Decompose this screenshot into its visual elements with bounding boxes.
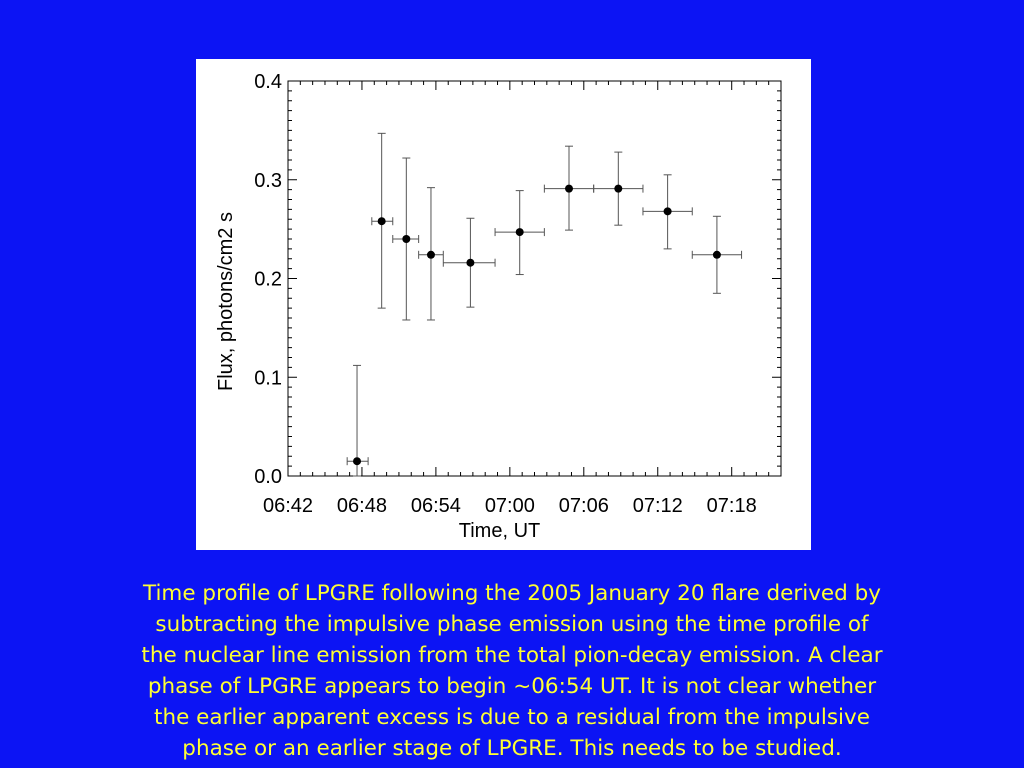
caption-line: Time profile of LPGRE following the 2005 January 20 flare derived by [142,581,882,606]
x-tick-label: 06:54 [410,495,461,517]
figure-caption [100,578,924,764]
data-point [565,185,573,193]
data-point [466,259,474,267]
y-tick-label: 0.1 [254,367,282,390]
data-point [402,235,410,243]
caption-line: the nuclear line emission from the total pion-decay emission. A clear [141,643,883,668]
x-tick-label: 07:00 [484,495,535,517]
x-tick-label: 07:12 [632,495,683,517]
caption-line: subtracting the impulsive phase emission using the time profile of [155,612,869,637]
y-tick-label: 0.2 [254,268,282,291]
y-tick-label: 0.3 [254,169,282,192]
data-point [664,207,672,215]
data-point [427,251,435,259]
y-tick-label: 0.0 [254,466,282,488]
x-tick-label: 07:18 [706,495,757,517]
data-point [353,457,361,465]
caption-line: phase or an earlier stage of LPGRE. This needs to be studied. [182,736,842,761]
x-tick-label: 07:06 [558,495,609,517]
caption-line: phase of LPGRE appears to begin ~06:54 UT. It is not clear whether [147,674,877,699]
data-point [713,251,721,259]
data-point [516,228,524,236]
x-tick-label: 06:48 [336,495,387,517]
figure-panel [196,59,811,550]
caption-line: the earlier apparent excess is due to a residual from the impulsive [154,705,870,730]
flux-time-chart [196,59,811,550]
y-tick-label: 0.4 [254,71,282,93]
data-point [378,217,386,225]
y-axis-label: Flux, photons/cm2 s [215,212,237,391]
x-tick-label: 06:42 [262,495,314,517]
data-point [614,185,622,193]
plot-frame [288,81,781,476]
x-axis-label: Time, UT [458,520,541,542]
